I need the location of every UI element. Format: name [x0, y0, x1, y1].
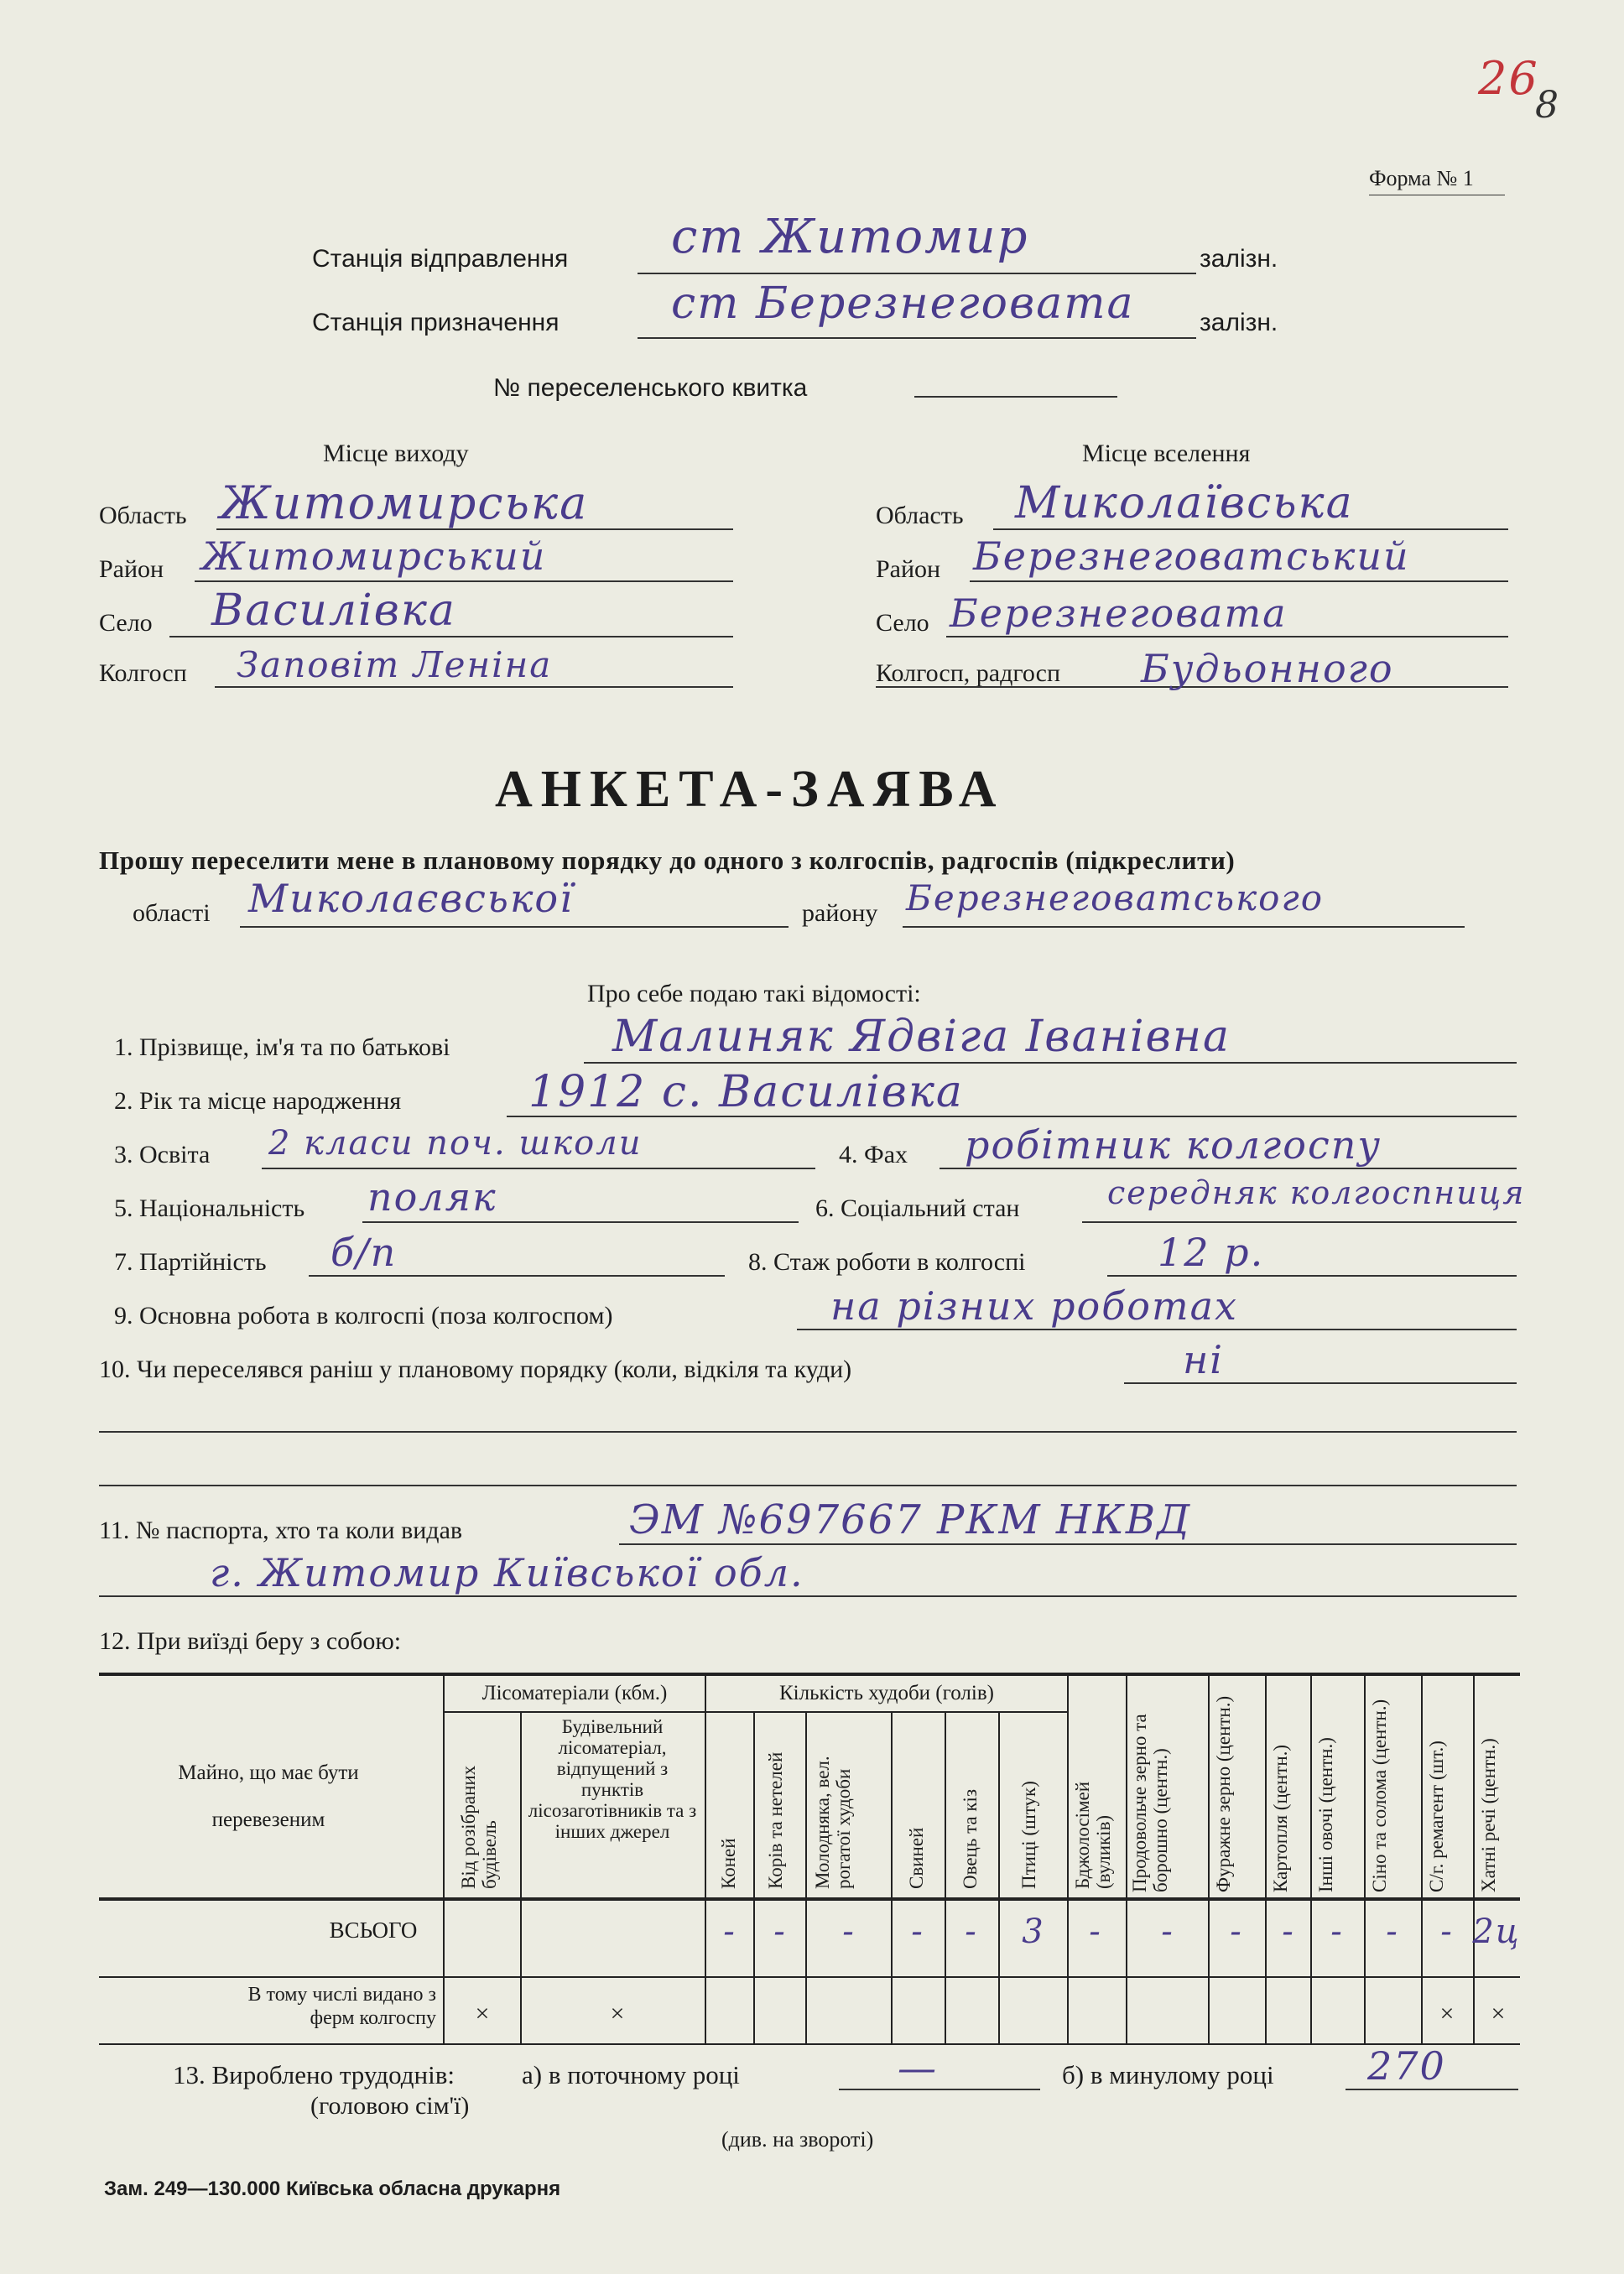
field-7-label: 7. Партійність: [114, 1248, 267, 1276]
field-4-label: 4. Фах: [839, 1141, 908, 1168]
printer-imprint: Зам. 249—130.000 Київська обласна друкарня: [104, 2178, 561, 2200]
total-young: -: [842, 1912, 856, 1951]
destination-rail-suffix: залізн.: [1200, 309, 1278, 336]
workdays-current-label: а) в поточному році: [522, 2060, 740, 2089]
farm-dismantled: ×: [475, 2000, 490, 2027]
origin-oblast-label: Область: [99, 502, 187, 529]
col-veg-header: Інші овочі (центн.): [1315, 1737, 1336, 1892]
field-4-value: робітник колгоспу: [965, 1122, 1382, 1168]
field-2-value: 1912 с. Василівка: [528, 1067, 964, 1117]
request-text: Прошу переселити мене в плановому порядку до одного з колгоспів, радгоспів (підкреслити): [99, 846, 1236, 875]
total-horses: -: [723, 1912, 737, 1951]
request-raion-value: Березнеговатського: [906, 877, 1324, 918]
dest-raion-label: Район: [876, 555, 941, 583]
field-5-label: 5. Національність: [114, 1194, 305, 1222]
field-11-value-line2: г. Житомир Київської обл.: [210, 1550, 804, 1595]
field-3-value: 2 класи поч. школи: [268, 1124, 643, 1163]
field-6-label: 6. Соціальний стан: [815, 1194, 1020, 1222]
col-home-header: Хатні речі (центн.): [1478, 1738, 1499, 1892]
col-sheep-header: Овець та кіз: [960, 1788, 981, 1889]
farm-home: ×: [1491, 2000, 1506, 2027]
col-pigs-header: Свиней: [906, 1827, 927, 1889]
col-cows-header: Корів та нетелей: [765, 1751, 786, 1889]
archive-page-number: 8: [1535, 84, 1560, 127]
total-pigs: -: [911, 1912, 924, 1951]
total-bees: -: [1089, 1912, 1102, 1951]
field-6-value: середняк колгоспниця: [1107, 1174, 1526, 1211]
origin-raion-label: Район: [99, 555, 164, 583]
workdays-current-value: —: [898, 2045, 938, 2090]
col-grain-header: Продовольче зерно та борошно (центн.): [1129, 1714, 1171, 1892]
departure-value: ст Житомир: [671, 210, 1029, 264]
field-9-value: на різних роботах: [830, 1283, 1238, 1329]
col-building-header: Будівельний лісоматеріал, відпущений з пунктів лісозаготівників та з інших джерел: [528, 1716, 697, 1842]
col-fodder-header: Фуражне зерно (центн.): [1213, 1695, 1234, 1892]
col-horses-header: Коней: [718, 1838, 739, 1889]
row-farm-label: В тому числі видано з ферм колгоспу: [247, 1984, 436, 2029]
workdays-label: 13. Вироблено трудоднів:: [173, 2060, 455, 2089]
field-3-label: 3. Освіта: [114, 1141, 211, 1168]
total-veg: -: [1330, 1912, 1344, 1951]
total-potato: -: [1282, 1912, 1295, 1951]
dest-raion-value: Березнеговатський: [973, 533, 1410, 579]
dest-oblast-value: Миколаївська: [1015, 478, 1354, 528]
col-property-header: Майно, що має бути перевезеним: [178, 1761, 359, 1831]
farm-repair: ×: [1439, 2000, 1455, 2027]
total-cows: -: [773, 1912, 787, 1951]
field-8-value: 12 р.: [1158, 1230, 1265, 1275]
total-fodder: -: [1230, 1912, 1243, 1951]
field-11-value: ЭМ №697667 РКМ НКВД: [629, 1496, 1192, 1543]
dest-heading: Місце вселення: [1082, 440, 1251, 467]
dest-selo-label: Село: [876, 609, 929, 637]
field-12-label: 12. При виїзді беру з собою:: [99, 1627, 402, 1655]
info-heading: Про себе подаю такі відомості:: [587, 980, 921, 1007]
ticket-label: № переселенського квитка: [493, 374, 808, 402]
workdays-sub-label: (головою сім'ї): [310, 2092, 470, 2120]
request-oblast-value: Миколаєвської: [248, 876, 574, 921]
field-1-label: 1. Прізвище, ім'я та по батькові: [114, 1033, 450, 1061]
total-grain: -: [1161, 1912, 1174, 1951]
destination-station-value: ст Березнеговата: [671, 278, 1135, 329]
total-hay: -: [1386, 1912, 1399, 1951]
col-dismantled-header: Від розібраних будівель: [458, 1765, 500, 1889]
total-poultry: 3: [1022, 1912, 1045, 1951]
row-total-label: ВСЬОГО: [329, 1918, 418, 1943]
col-potato-header: Картопля (центн.): [1270, 1744, 1291, 1892]
origin-oblast-value: Житомирська: [220, 476, 589, 529]
field-10-value: ні: [1183, 1337, 1225, 1382]
field-1-value: Малиняк Ядвіга Іванівна: [612, 1012, 1231, 1062]
dest-oblast-label: Область: [876, 502, 964, 529]
field-2-label: 2. Рік та місце народження: [114, 1087, 402, 1115]
field-8-label: 8. Стаж роботи в колгоспі: [748, 1248, 1026, 1276]
form-title: АНКЕТА-ЗАЯВА: [495, 761, 1005, 818]
group-livestock-header: Кількість худоби (голів): [779, 1682, 994, 1704]
workdays-previous-value: 270: [1367, 2043, 1446, 2089]
request-raion-label: району: [802, 899, 878, 927]
origin-selo-value: Василівка: [211, 585, 456, 636]
origin-selo-label: Село: [99, 609, 153, 637]
origin-heading: Місце виходу: [323, 440, 469, 467]
total-repair: -: [1440, 1912, 1454, 1951]
field-5-value: поляк: [367, 1174, 497, 1220]
total-sheep: -: [965, 1912, 978, 1951]
col-poultry-header: Птиці (штук): [1018, 1781, 1039, 1889]
field-9-label: 9. Основна робота в колгоспі (поза колгоспом): [114, 1302, 613, 1330]
col-young-header: Молодняка, вел. рогатої худоби: [812, 1756, 854, 1889]
request-oblast-label: області: [133, 899, 211, 927]
workdays-previous-label: б) в минулому році: [1062, 2060, 1274, 2089]
see-reverse: (див. на звороті): [721, 2127, 874, 2152]
group-timber-header: Лісоматеріали (кбм.): [481, 1682, 668, 1704]
col-repair-header: С/г. ремагент (шт.): [1426, 1741, 1447, 1892]
origin-kolhosp-value: Заповіт Леніна: [237, 644, 553, 685]
col-bees-header: Бджолосімей (вуликів): [1072, 1781, 1114, 1889]
archive-mark: 26: [1478, 52, 1539, 105]
dest-kolhosp-value: Будьонного: [1141, 646, 1394, 691]
field-7-value: б/п: [331, 1230, 398, 1275]
origin-kolhosp-label: Колгосп: [99, 659, 187, 687]
col-hay-header: Сіно та солома (центн.): [1369, 1699, 1390, 1892]
dest-kolhosp-label: Колгосп, радгосп: [876, 659, 1061, 687]
origin-raion-value: Житомирський: [201, 533, 547, 579]
field-11-label: 11. № паспорта, хто та коли видав: [99, 1517, 463, 1544]
farm-building: ×: [610, 2000, 625, 2027]
destination-label: Станція призначення: [312, 309, 560, 336]
dest-selo-value: Березнеговата: [950, 591, 1288, 636]
total-home: 2ц: [1472, 1912, 1521, 1951]
form-number: Форма № 1: [1369, 166, 1474, 190]
departure-label: Станція відправлення: [312, 245, 569, 273]
departure-rail-suffix: залізн.: [1200, 245, 1278, 273]
field-10-label: 10. Чи переселявся раніш у плановому порядку (коли, відкіля та куди): [99, 1356, 852, 1383]
